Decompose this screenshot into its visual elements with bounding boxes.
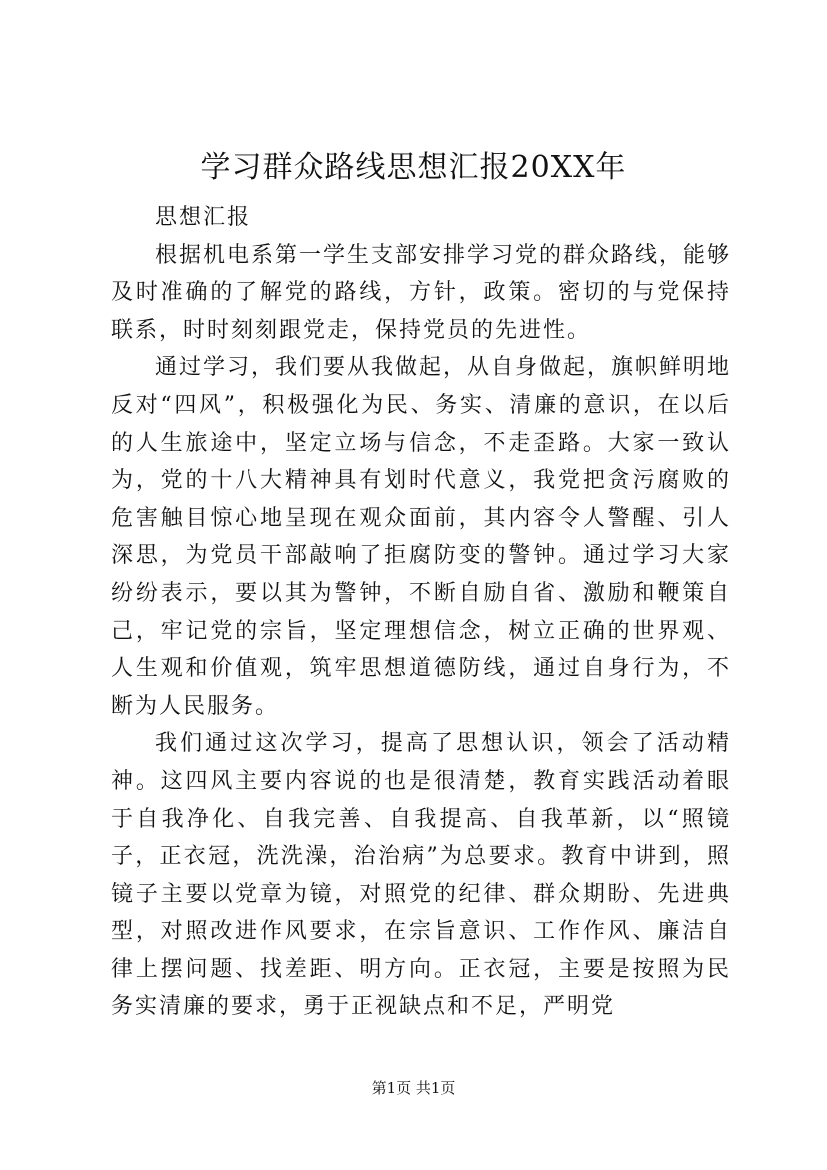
page-footer: 第1页 共1页: [371, 1079, 456, 1097]
paragraph-2: 通过学习，我们要从我做起，从自身做起，旗帜鲜明地反对“四风”，积极强化为民、务实、清廉的意识，在以后的人生旅途中，坚定立场与信念，不走歪路。大家一致认为，党的十八大精神具有划时代意义，我党把贪污腐败的危害触目惊心地呈现在观众面前，其内容令人警醒、引人深思，为党员干部敲响了拒腐防变的警钟。通过学习大家纷纷表示，要以其为警钟，不断自励自省、激励和鞭策自己，牢记党的宗旨，坚定理想信念，树立正确的世界观、人生观和价值观，筑牢思想道德防线，通过自身行为，不断为人民服务。: [111, 355, 732, 719]
document-body: [111, 199, 731, 1026]
document-title: 学习群众路线思想汇报20XX年: [200, 150, 627, 185]
paragraph-3: 我们通过这次学习，提高了思想认识，领会了活动精神。这四风主要内容说的也是很清楚，教育实践活动着眼于自我净化、自我完善、自我提高、自我革新，以“照镜子，正衣冠，洗洗澡，治治病”为总要求。教育中讲到，照镜子主要以党章为镜，对照党的纪律、群众期盼、先进典型，对照改进作风要求，在宗旨意识、工作作风、廉洁自律上摆问题、找差距、明方向。正衣冠，主要是按照为民务实清廉的要求，勇于正视缺点和不足，严明党: [111, 731, 731, 1020]
paragraph-1: 根据机电系第一学生支部安排学习党的群众路线，能够及时准确的了解党的路线，方针，政策。密切的与党保持联系，时时刻刻跟党走，保持党员的先进性。: [111, 242, 732, 343]
paragraph-heading: 思想汇报: [155, 205, 252, 230]
